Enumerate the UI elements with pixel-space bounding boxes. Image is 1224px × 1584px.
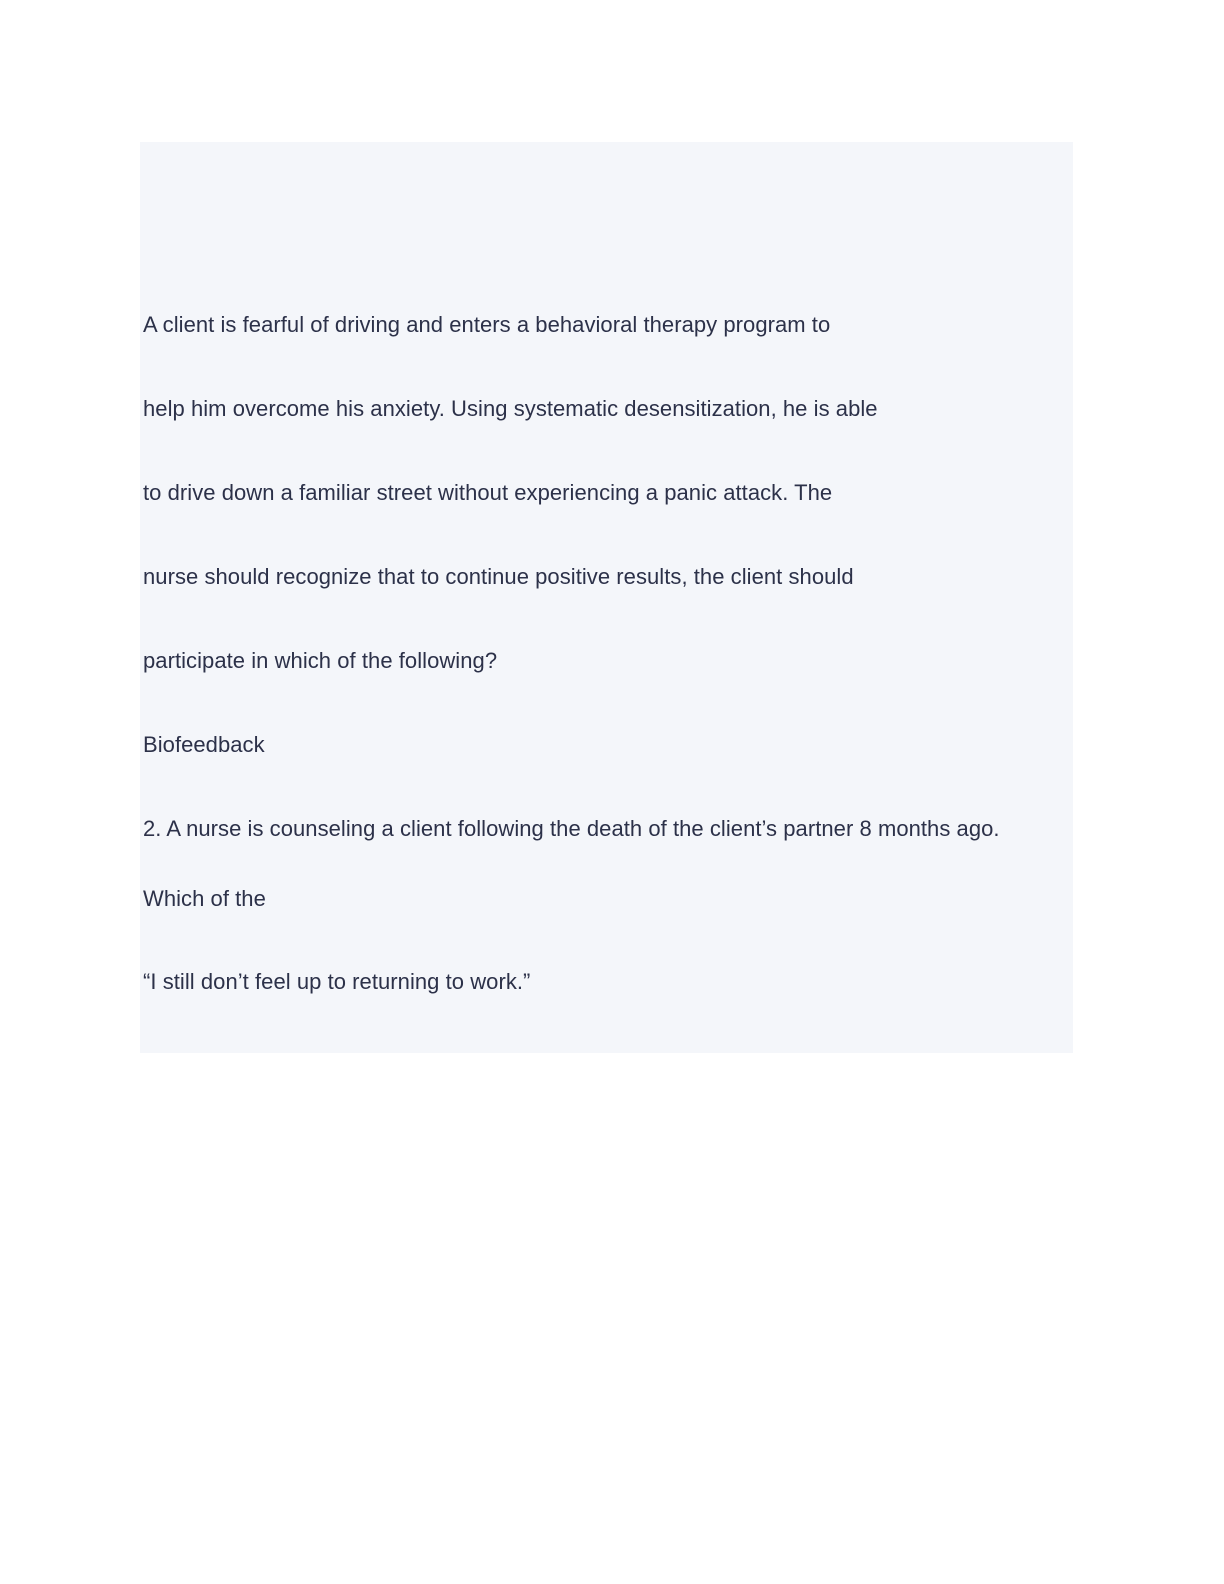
question-1-line-3: to drive down a familiar street without experiencing a panic attack. The (143, 480, 833, 505)
question-1-answer: Biofeedback (143, 732, 265, 757)
content-panel (140, 142, 1073, 1053)
question-1-line-5: participate in which of the following? (143, 648, 498, 673)
question-2-line-1: 2. A nurse is counseling a client following the death of the client’s partner 8 months ago. (143, 816, 1000, 841)
question-1-line-4: nurse should recognize that to continue positive results, the client should (143, 564, 854, 589)
question-2-answer: “I still don’t feel up to returning to work.” (143, 969, 531, 994)
question-1-line-1: A client is fearful of driving and enters a behavioral therapy program to (143, 312, 831, 337)
question-1-line-2: help him overcome his anxiety. Using systematic desensitization, he is able (143, 396, 878, 421)
question-2-line-2: Which of the (143, 886, 266, 911)
